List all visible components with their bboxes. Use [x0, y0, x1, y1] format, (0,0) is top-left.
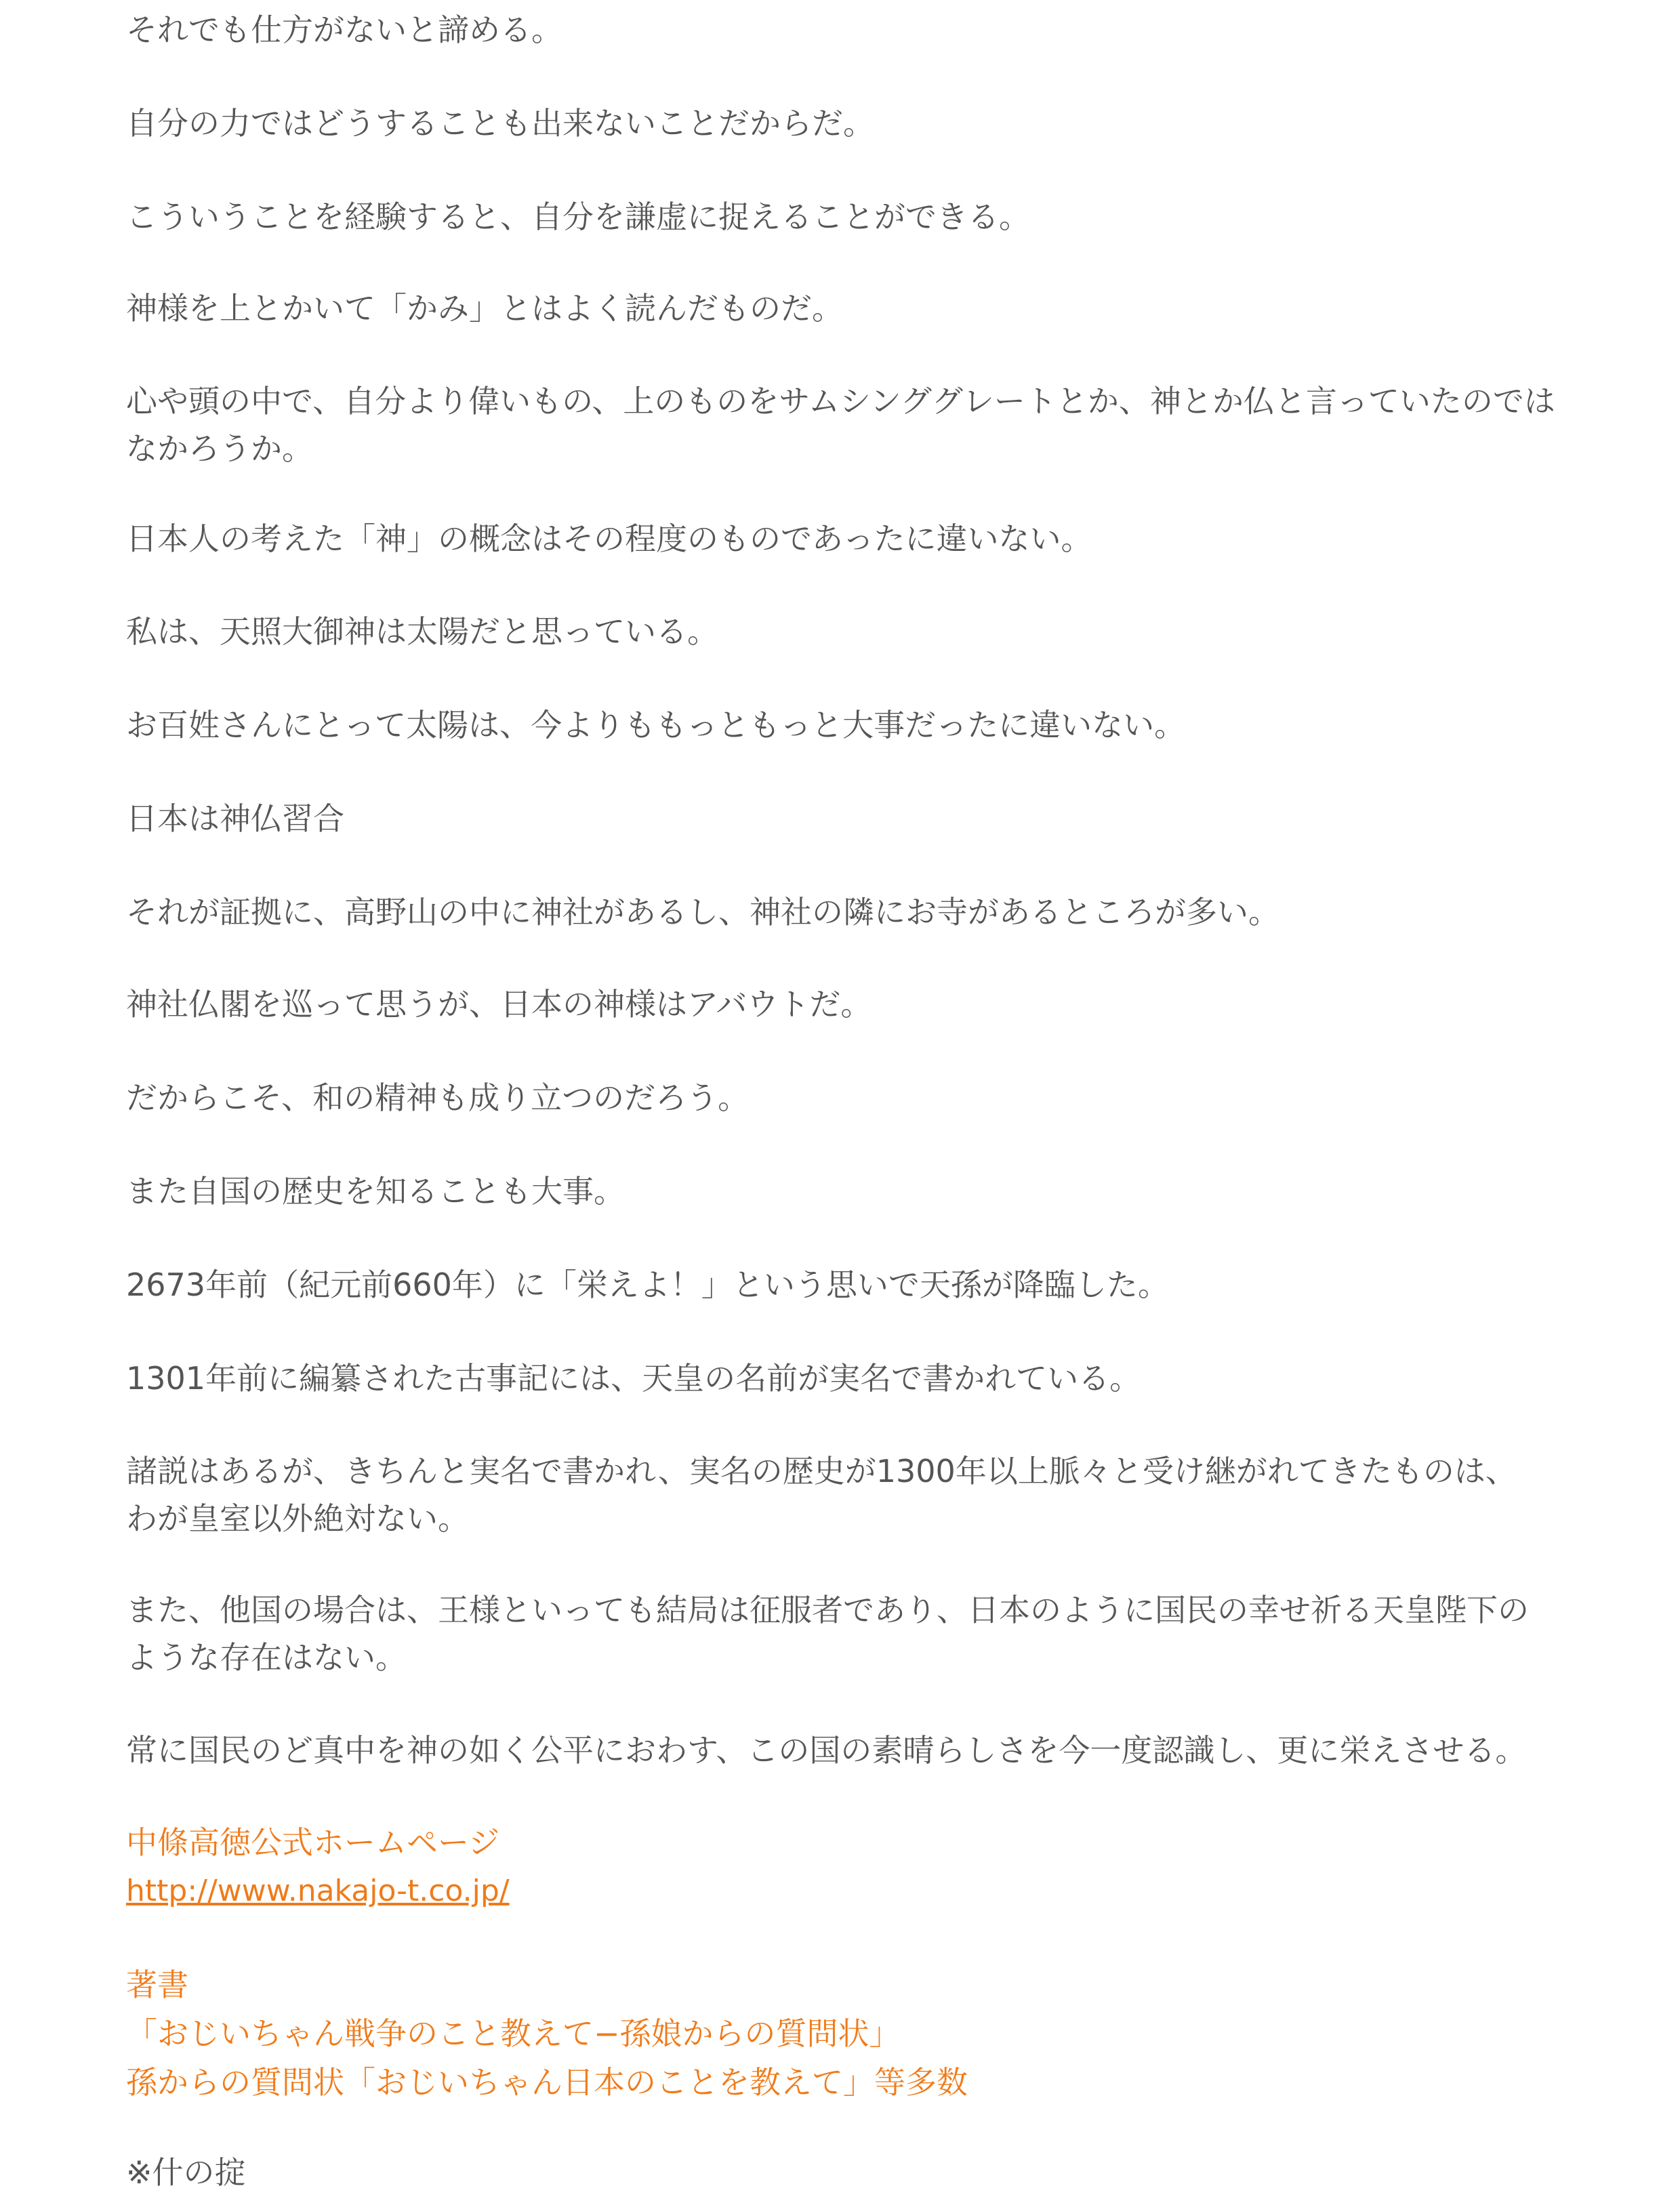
paragraph-line: 2673年前（紀元前660年）に「栄えよ！」という思いで天孫が降臨した。: [126, 1266, 1169, 1303]
paragraph-line: こういうことを経験すると、自分を謙虚に捉えることができる。: [126, 199, 1030, 235]
paragraph-line: それが証拠に、高野山の中に神社があるし、神社の隣にお寺があるところが多い。: [126, 894, 1279, 930]
paragraph-line: 神様を上とかいて「かみ」とはよく読んだものだ。: [126, 290, 843, 327]
paragraph-line: 心や頭の中で、自分より偉いもの、上のものをサムシンググレートとか、神とか仏と言っていたのでは: [126, 383, 1555, 419]
paragraph-line: 私は、天照大御神は太陽だと思っている。: [126, 613, 718, 650]
paragraph-line: また自国の歴史を知ることも大事。: [126, 1173, 625, 1210]
paragraph-line: ような存在はない。: [126, 1639, 407, 1676]
paragraph-line: 1301年前に編纂された古事記には、天皇の名前が実名で書かれている。: [126, 1360, 1141, 1397]
paragraph-line: 神社仏閣を巡って思うが、日本の神様はアバウトだ。: [126, 986, 872, 1023]
paragraph-line: 常に国民のど真中を神の如く公平におわす、この国の素晴らしさを今一度認識し、更に栄えさせる。: [126, 1732, 1527, 1769]
paragraph-line: 日本人の考えた「神」の概念はその程度のものであったに違いない。: [126, 520, 1092, 557]
homepage-link[interactable]: http://www.nakajo-t.co.jp/: [126, 1874, 510, 1908]
paragraph-line: それでも仕方がないと諦める。: [126, 12, 562, 48]
paragraph-line: なかろうか。: [126, 430, 313, 467]
paragraph-line: また、他国の場合は、王様といっても結局は征服者であり、日本のように国民の幸せ祈る天皇陛下の: [126, 1592, 1529, 1628]
note-text: ※什の掟: [126, 2154, 246, 2191]
homepage-title: 中條高徳公式ホームページ: [126, 1824, 500, 1861]
paragraph-line: だからこそ、和の精神も成り立つのだろう。: [126, 1079, 750, 1116]
book-title-2: 孫からの質問状「おじいちゃん日本のことを教えて」等多数: [126, 2064, 968, 2101]
book-title-1: 「おじいちゃん戦争のこと教えて−孫娘からの質問状」: [126, 2015, 901, 2052]
paragraph-line: 自分の力ではどうすることも出来ないことだからだ。: [126, 105, 874, 142]
books-heading: 著書: [126, 1966, 188, 2003]
paragraph-line: 諸説はあるが、きちんと実名で書かれ、実名の歴史が1300年以上脈々と受け継がれてきたものは、: [126, 1453, 1517, 1489]
paragraph-line: わが皇室以外絶対ない。: [126, 1500, 469, 1537]
paragraph-line: お百姓さんにとって太陽は、今よりももっともっと大事だったに違いない。: [126, 707, 1186, 743]
paragraph-line: 日本は神仏習合: [126, 800, 344, 837]
